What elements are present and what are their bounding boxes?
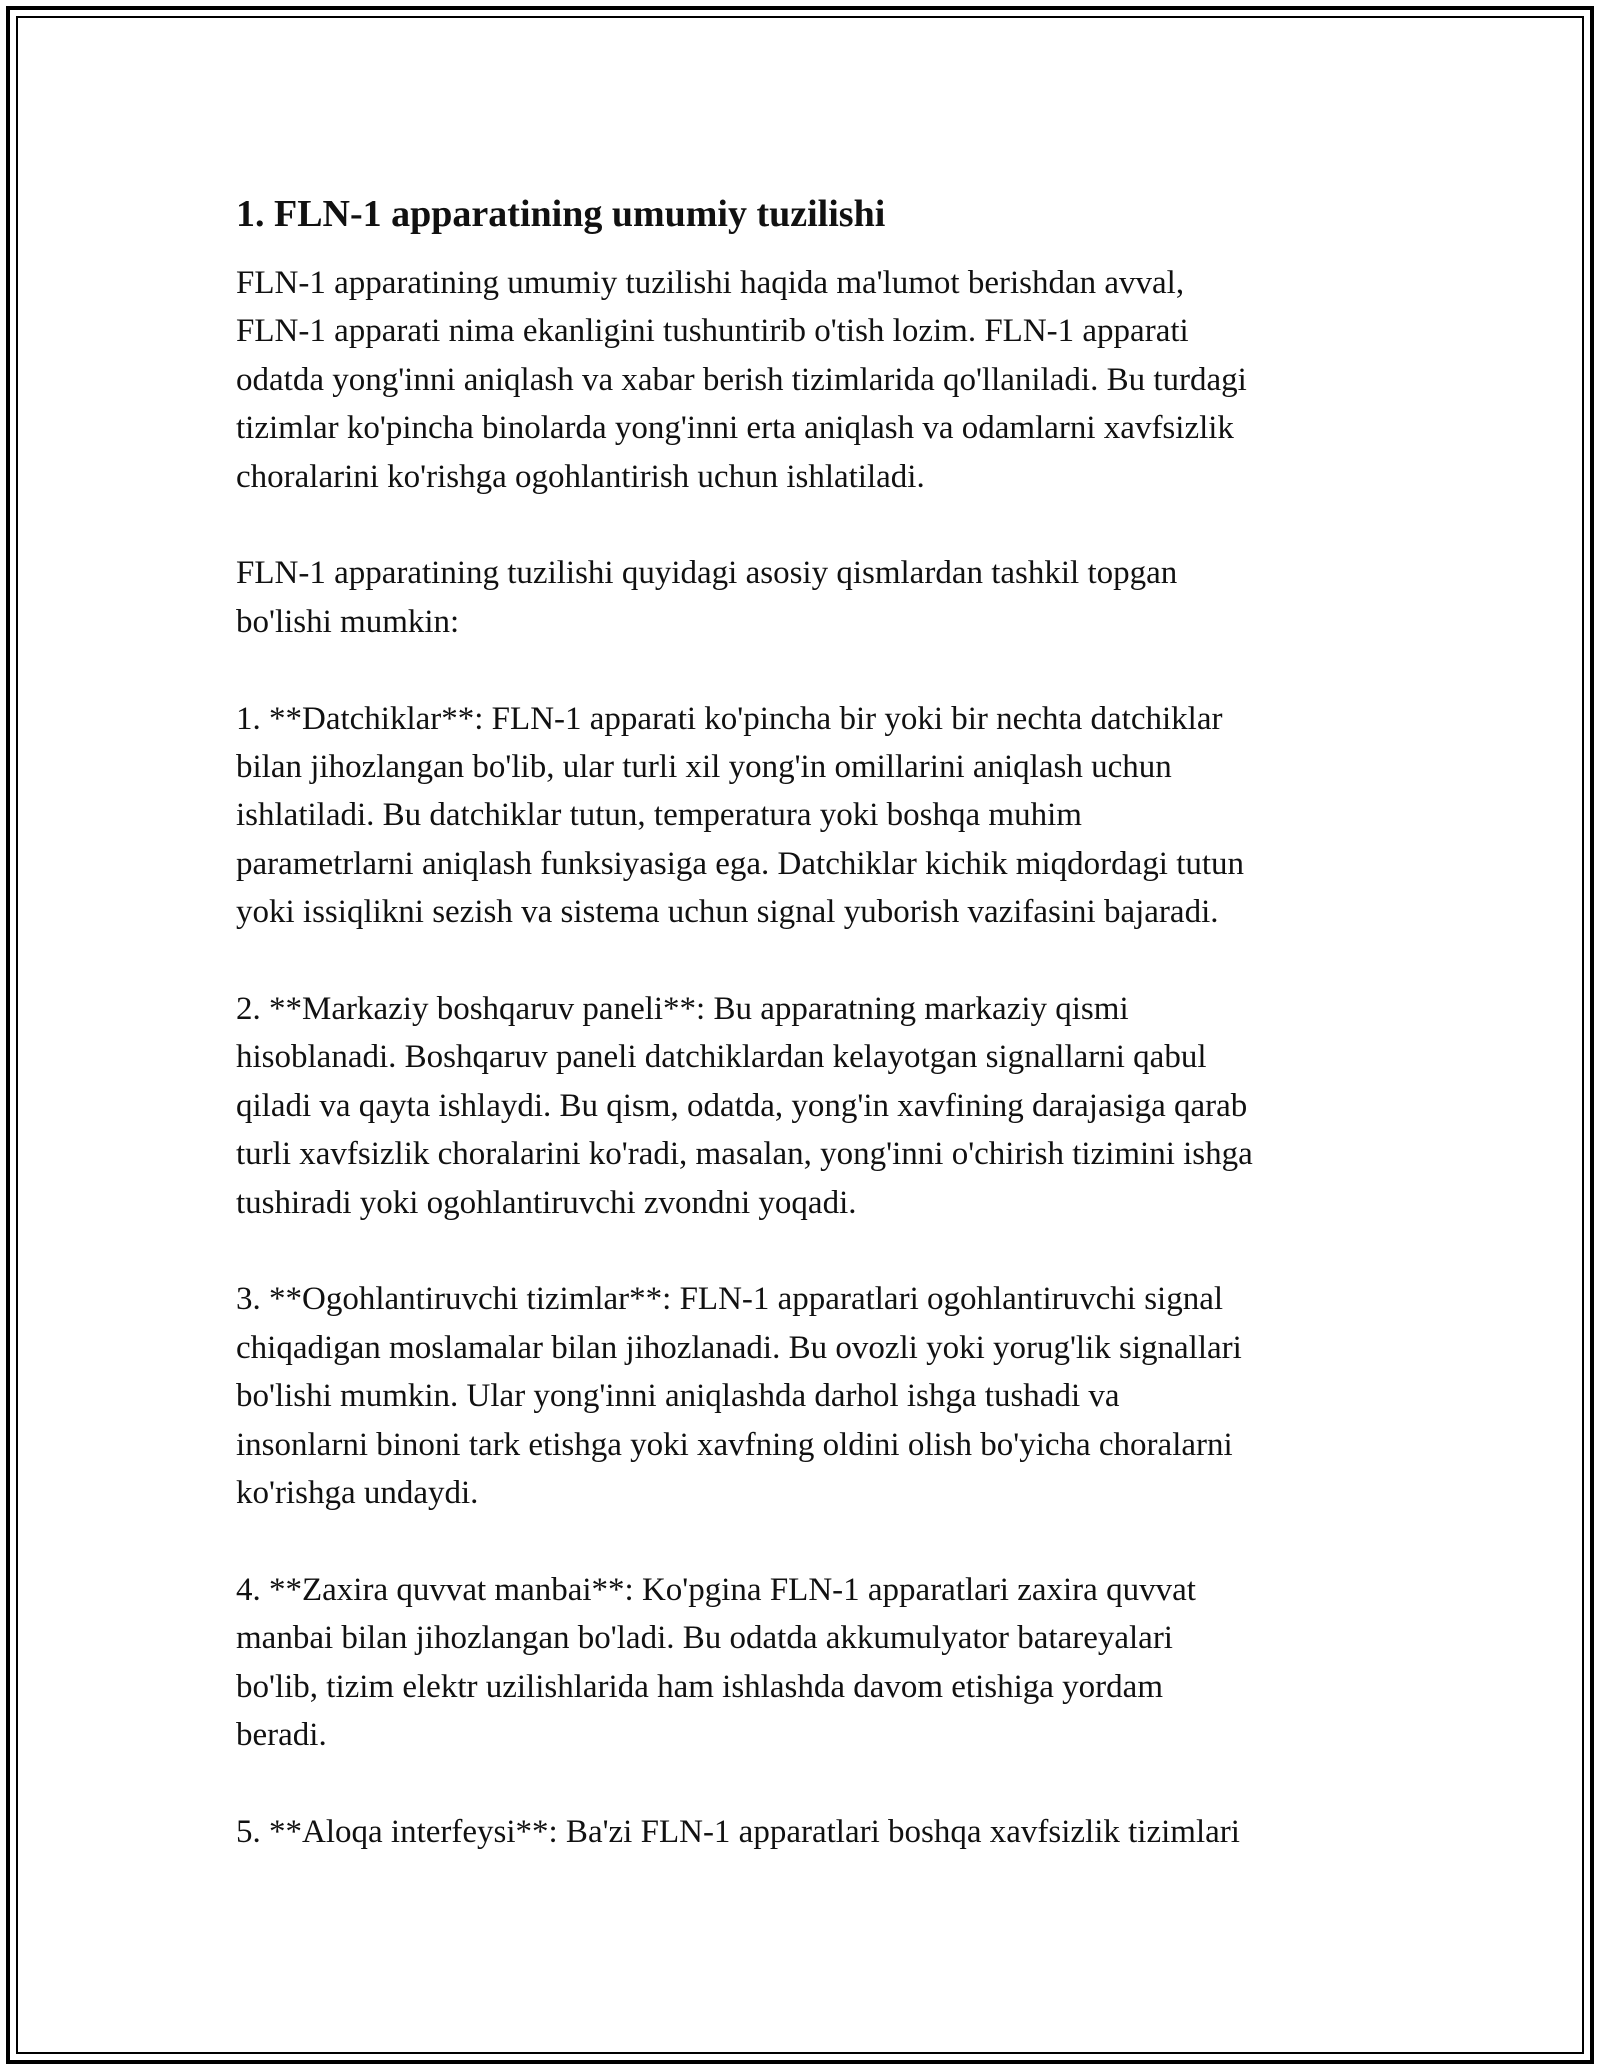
paragraph-backup-power: 4. **Zaxira quvvat manbai**: Ko'pgina FLN-1 apparatlari zaxira quvvat manbai bilan jihozlangan bo'ladi. Bu odatda akkumulyator batareyalari bo'lib, tizim elektr uzilishlarida ham ishlashda davom etishiga yordam beradi.	[236, 1571, 1196, 1754]
paragraph-sensors: 1. **Datchiklar**: FLN-1 apparati ko'pincha bir yoki bir nechta datchiklar bilan jihozlangan bo'lib, ular turli xil yong'in omillarini aniqlash uchun ishlatiladi. Bu datchiklar tutun, temperatura yoki boshqa muhim parametrlarni aniqlash funksiyasiga ega. Datchiklar kichik miqdordagi tutun yoki issiqlikni sezish va sistema uchun signal yuborish vazifasini bajaradi.	[236, 700, 1245, 931]
paragraph-alert-systems: 3. **Ogohlantiruvchi tizimlar**: FLN-1 apparatlari ogohlantiruvchi signal chiqadigan moslamalar bilan jihozlanadi. Bu ovozli yoki yorug'lik signallari bo'lishi mumkin. Ular yong'inni aniqlashda darhol ishga tushadi va insonlarni binoni tark etishga yoki xavfning oldini olish bo'yicha choralarni ko'rishga undaydi.	[236, 1281, 1242, 1512]
paragraph-control-panel: 2. **Markaziy boshqaruv paneli**: Bu apparatning markaziy qismi hisoblanadi. Boshqaruv paneli datchiklardan kelayotgan signallarni qabul qiladi va qayta ishlaydi. Bu qism, odatda, yong'in xavfining darajasiga qarab turli xavfsizlik choralarini ko'radi, masalan, yong'inni o'chirish tizimini ishga tushiradi yoki ogohlantiruvchi zvondni yoqadi.	[236, 991, 1253, 1221]
document-body	[236, 186, 1376, 1856]
paragraph-intro: FLN-1 apparatining umumiy tuzilishi haqida ma'lumot berishdan avval, FLN-1 apparati nima ekanligini tushuntirib o'tish lozim. FLN-1 apparati odatda yong'inni aniqlash va xabar berish tizimlarida qo'llaniladi. Bu turdagi tizimlar ko'pincha binolarda yong'inni erta aniqlash va odamlarni xavfsizlik choralarini ko'rishga ogohlantirish uchun ishlatiladi.	[236, 265, 1247, 495]
document-title: 1. FLN-1 apparatining umumiy tuzilishi	[236, 193, 886, 235]
paragraph-communication-interface: 5. **Aloqa interfeysi**: Ba'zi FLN-1 apparatlari boshqa xavfsizlik tizimlari	[236, 1813, 1240, 1850]
paragraph-structure-intro: FLN-1 apparatining tuzilishi quyidagi asosiy qismlardan tashkil topgan bo'lishi mumkin:	[236, 555, 1178, 640]
